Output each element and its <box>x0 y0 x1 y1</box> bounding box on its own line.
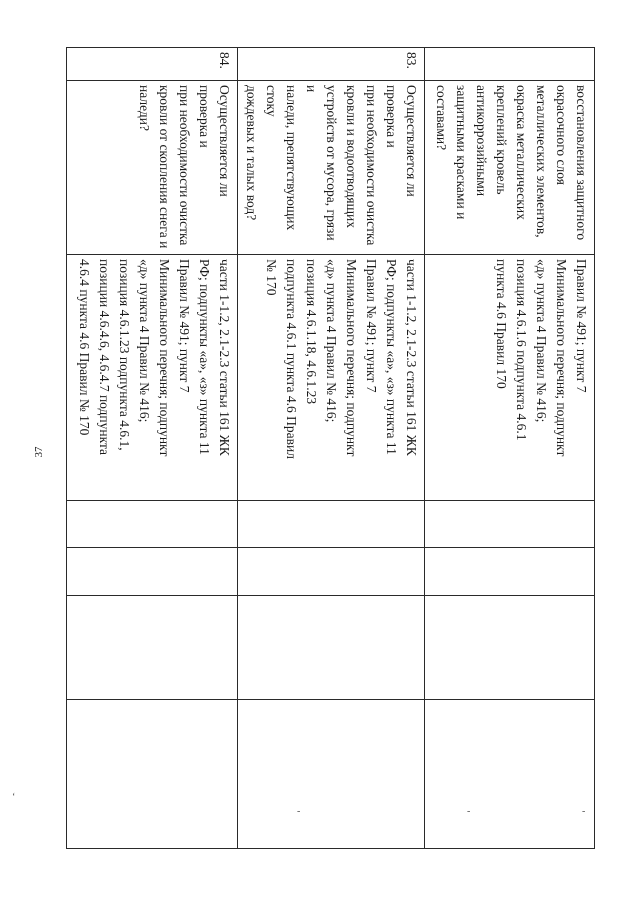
question-cell: Осуществляется ли проверка и при необходимости очистка кровли и водоотводящих устройств от мусора, грязи и наледи, препятствующих стоку дождевых и талых вод? <box>238 81 425 255</box>
answer-yes-cell[interactable] <box>238 501 425 548</box>
scan-mark: - <box>297 806 301 817</box>
legal-reference-cell: части 1-1.2, 2.1-2.3 статьи 161 ЖК РФ; подпункты «а», «з» пункта 11 Правил № 491; пункт 7 Минимального перечня; подпункт «д» пункта 4 Правил № 416; позиция 4.6.1.23 подпункта 4.6.1, позиции 4.6.4.6, 4.6.4.7 подпункта 4.6.4 пункта 4.6 Правил № 170 <box>67 255 238 501</box>
scan-mark: - <box>582 806 586 817</box>
table-row <box>425 48 595 849</box>
note-cell[interactable] <box>425 700 595 849</box>
answer-no-cell[interactable] <box>238 548 425 596</box>
question-cell: восстановления защитного окрасочного слоя металлических элементов, окраска металлических креплений кровель антикоррозийными защитными красками и составами? <box>425 81 595 255</box>
scan-mark: ‘ <box>12 792 16 803</box>
answer-no-cell[interactable] <box>67 548 238 596</box>
answer-na-cell[interactable] <box>238 596 425 700</box>
answer-na-cell[interactable] <box>67 596 238 700</box>
scan-mark: - <box>467 806 471 817</box>
page-number: 37 <box>33 446 45 458</box>
legal-reference-cell: части 1-1.2, 2.1-2.3 статьи 161 ЖК РФ; подпункты «а», «з» пункта 11 Правил № 491; пункт 7 Минимального перечня; подпункт «д» пункта 4 Правил № 416; позиция 4.6.1.18, 4.6.1.23 подпункта 4.6.1 пункта 4.6 Правил № 170 <box>238 255 425 501</box>
row-number <box>425 48 595 81</box>
note-cell[interactable] <box>238 700 425 849</box>
question-cell: Осуществляется ли проверка и при необходимости очистка кровли от скопления снега и наледи? <box>67 81 238 255</box>
note-cell[interactable] <box>67 700 238 849</box>
legal-reference-cell: Правил № 491; пункт 7 Минимального перечня; подпункт «д» пункта 4 Правил № 416; позиция 4.6.1.6 подпункта 4.6.1 пункта 4.6 Правил 170 <box>425 255 595 501</box>
row-number: 84. <box>67 48 238 81</box>
checklist-table-rotated <box>77 47 595 848</box>
answer-yes-cell[interactable] <box>67 501 238 548</box>
table-row <box>67 48 238 849</box>
checklist-table <box>66 47 595 849</box>
row-number: 83. <box>238 48 425 81</box>
answer-no-cell[interactable] <box>425 548 595 596</box>
answer-na-cell[interactable] <box>425 596 595 700</box>
table-row <box>238 48 425 849</box>
answer-yes-cell[interactable] <box>425 501 595 548</box>
